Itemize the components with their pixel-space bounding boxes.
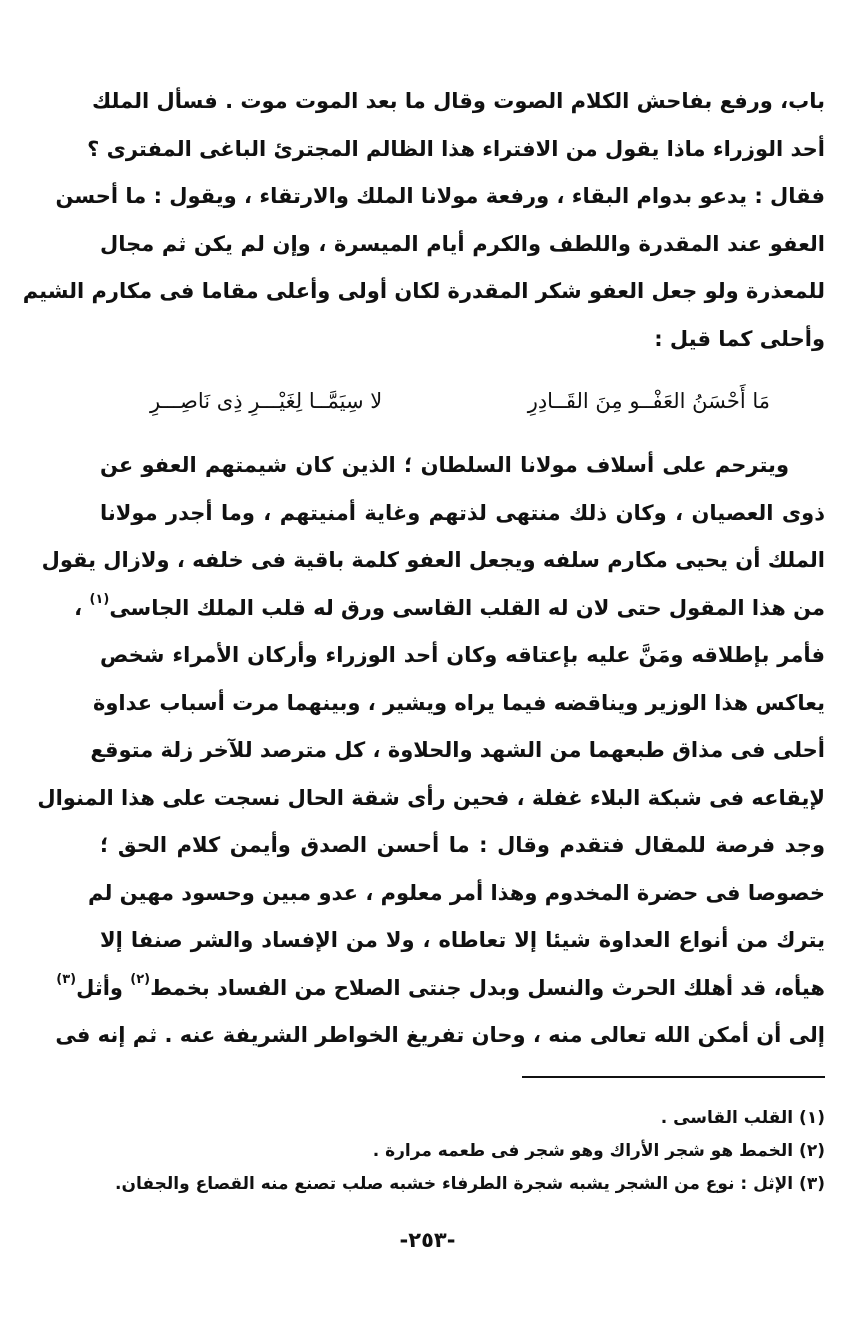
text-line: للمعذرة ولو جعل العفو شكر المقدرة لكان أولى وأعلى مقاما فى مكارم الشيم (22, 279, 825, 303)
line-text: من هذا المقول حتى لان له القلب القاسى ورق له قلب الملك الجاسى (109, 595, 825, 620)
line-tail: ، (74, 595, 90, 620)
paragraph-1 (22, 78, 825, 363)
footnote: (١) القلب القاسى . (660, 1108, 825, 1128)
text-line: وأحلى كما قيل : (654, 326, 825, 351)
verse-hemistich-second: لا سِيَمَّــا لِغَيْـــرِ ذِى نَاصِـــرِ (150, 389, 383, 413)
text-line-with-note (74, 585, 825, 633)
footnote: (٣) الإثل : نوع من الشجر يشبه شجرة الطرفاء خشبه صلب تصنع منه القصاع والجفان. (115, 1174, 825, 1194)
text-line: الملك أن يحيى مكارم سلفه ويجعل العفو كلمة باقية فى خلفه ، ولازال يقول (41, 548, 825, 572)
text-line: أحد الوزراء ماذا يقول من الافتراء هذا الظالم المجترئ الباغى المفترى ؟ (87, 136, 825, 161)
text-line: باب، ورفع بفاحش الكلام الصوت وقال ما بعد الموت موت . فسأل الملك (91, 89, 825, 113)
page-number: -٢٥٣- (399, 1228, 456, 1252)
footnote-reference: (٢) (130, 971, 151, 987)
text-line-with-notes (56, 965, 825, 1013)
footnotes (115, 1102, 825, 1201)
text-line: العفو عند المقدرة واللطف والكرم أيام الميسرة ، وإن لم يكن ثم مجال (100, 231, 825, 256)
text-line: فقال : يدعو بدوام البقاء ، ورفعة مولانا الملك والارتقاء ، ويقول : ما أحسن (55, 184, 825, 208)
poetry-verse (150, 376, 770, 426)
text-line: ويترحم على أسلاف مولانا السلطان ؛ الذين كان شيمتهم العفو عن (100, 453, 789, 477)
text-line: إلى أن أمكن الله تعالى منه ، وحان تفريغ الخواطر الشريفة عنه . ثم إنه فى (55, 1023, 825, 1047)
text-line: خصوصا فى حضرة المخدوم وهذا أمر معلوم ، عدو مبين وحسود مهين لم (88, 880, 825, 905)
text-line: وجد فرصة للمقال فتقدم وقال : ما أحسن الصدق وأيمن كلام الحق ؛ (100, 833, 825, 857)
footnote-reference: (١) (89, 591, 110, 607)
line-text: هيأه، قد أهلك الحرث والنسل وبدل جنتى الصلاح من الفساد بخمط (150, 975, 825, 1000)
footnote: (٢) الخمط هو شجر الأراك وهو شجر فى طعمه مرارة . (372, 1141, 825, 1161)
verse-hemistich-first: مَا أَحْسَنُ العَفْــو مِنَ القَــادِرِ (527, 389, 770, 413)
paragraph-2 (37, 442, 825, 1060)
footnote-reference: (٣) (56, 971, 77, 987)
text-line: يترك من أنواع العداوة شيئا إلا تعاطاه ، ولا من الإفساد والشر صنفا إلا (100, 928, 825, 952)
text-line: ذوى العصيان ، وكان ذلك منتهى لذتهم وغاية أمنيتهم ، وما أجدر مولانا (100, 500, 825, 525)
footnote-separator (522, 1076, 825, 1078)
text-line: فأمر بإطلاقه ومَنَّ عليه بإعتاقه وكان أحد الوزراء وأركان الأمراء شخص (100, 643, 825, 667)
text-line: يعاكس هذا الوزير ويناقضه فيما يراه ويشير ، وبينهما مرت أسباب عداوة (92, 690, 825, 715)
text-line: أحلى فى مذاق طبعهما من الشهد والحلاوة ، كل مترصد للآخر زلة متوقع (90, 738, 825, 762)
line-tail: وأثل (76, 975, 131, 1000)
text-line: لإيقاعه فى شبكة البلاء غفلة ، فحين رأى شقة الحال نسجت على هذا المنوال (37, 785, 825, 810)
